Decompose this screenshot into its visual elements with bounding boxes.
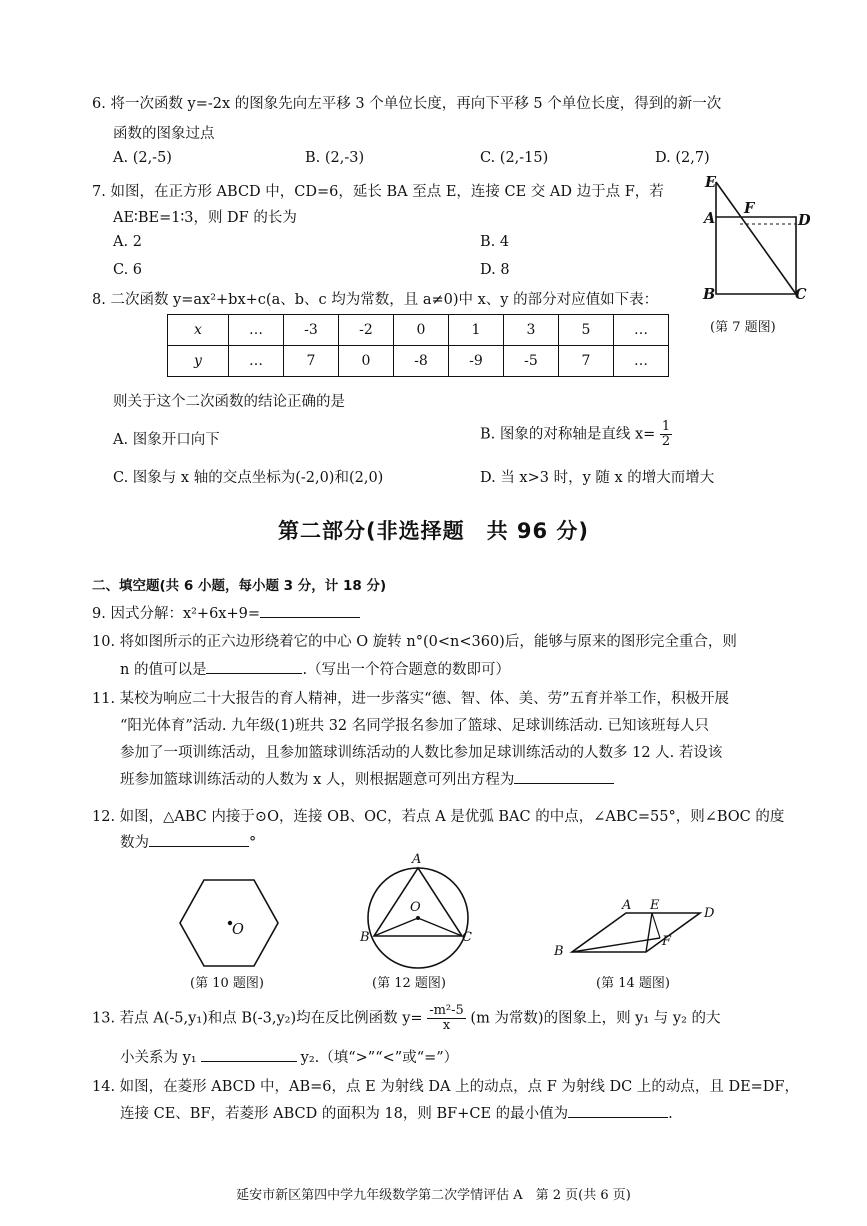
q14-text: 连接 CE、BF，若菱形 ABCD 的面积为 18，则 BF+CE 的最小值为 [120, 1106, 569, 1122]
table-cell: -9 [449, 346, 504, 377]
fig14-label-f: F [662, 934, 672, 949]
fig7-label-e: E [705, 174, 717, 191]
fig12-center-dot [416, 916, 420, 920]
fraction-numerator: -m²-5 [429, 1003, 464, 1018]
table-cell: 5 [559, 315, 614, 346]
q8-option-b [480, 420, 672, 449]
fig14-label-e: E [650, 898, 660, 913]
answer-blank [206, 659, 302, 674]
table-cell: 3 [504, 315, 559, 346]
table-cell: -3 [284, 315, 339, 346]
fig7-label-d: D [798, 212, 811, 229]
fig7-square [716, 217, 796, 294]
fig12-label-c: C [462, 930, 472, 945]
q13-fraction [427, 1004, 466, 1033]
q12-text: 数为 [120, 835, 149, 851]
table-cell: -5 [504, 346, 559, 377]
q6-line1: 6. 将一次函数 y=-2x 的图象先向左平移 3 个单位长度，再向下平移 5 个单位长度，得到的新一次 [92, 96, 722, 112]
q6-option-a: A. (2,-5) [113, 150, 172, 166]
q13-text-a: 小关系为 y₁ [120, 1050, 197, 1066]
table-cell: 0 [339, 346, 394, 377]
q7-line2: AE∶BE=1∶3，则 DF 的长为 [113, 210, 297, 226]
table-row [168, 315, 669, 346]
fill-in-header: 二、填空题(共 6 小题，每小题 3 分，计 18 分) [92, 578, 387, 594]
fig12-caption: (第 12 题图) [372, 976, 446, 991]
q7-line1: 7. 如图，在正方形 ABCD 中，CD=6，延长 BA 至点 E，连接 CE 交 AD 边于点 F，若 [92, 184, 664, 200]
table-cell: 7 [559, 346, 614, 377]
answer-blank [568, 1103, 668, 1118]
fig12-label-b: B [360, 930, 370, 945]
q6-option-c: C. (2,-15) [480, 150, 549, 166]
fig7-label-c: C [795, 286, 807, 303]
q11-line2: “阳光体育”活动. 九年级(1)班共 32 名同学报名参加了篮球、足球训练活动. 已知该班每人只 [120, 718, 709, 734]
answer-blank [201, 1047, 297, 1062]
fig12-label-a: A [412, 852, 422, 867]
fig7-line-ec [716, 182, 796, 294]
fraction-denominator: 2 [661, 434, 671, 449]
table-cell: … [614, 346, 669, 377]
q14-line1: 14. 如图，在菱形 ABCD 中，AB=6，点 E 为射线 DA 上的动点，点 F 为射线 DC 上的动点，且 DE=DF， [92, 1079, 799, 1095]
fig14-rhombus [572, 913, 700, 952]
fig14-rhombus-diagram [560, 900, 710, 960]
table-cell: 7 [284, 346, 339, 377]
q12-unit: ° [249, 835, 257, 851]
q10-text-b: .（写出一个符合题意的数即可） [302, 662, 511, 678]
q11-line1: 11. 某校为响应二十大报告的育人精神，进一步落实“德、智、体、美、劳”五育并举工作，积极开展 [92, 691, 729, 707]
q13-line1 [92, 1004, 721, 1033]
q6-option-b: B. (2,-3) [305, 150, 365, 166]
q13-line2 [120, 1046, 458, 1067]
table-cell: 0 [394, 315, 449, 346]
table-cell: x [168, 315, 229, 346]
q7-option-d: D. 8 [480, 262, 510, 278]
answer-blank [149, 832, 249, 847]
q11-line3: 参加了一项训练活动，且参加篮球训练活动的人数比参加足球训练活动的人数多 12 人. 若设该 [120, 745, 723, 761]
fig14-line-ef [652, 913, 660, 938]
q8-stem: 则关于这个二次函数的结论正确的是 [113, 394, 345, 410]
q7-option-b: B. 4 [480, 234, 510, 250]
q8-option-b-fraction [660, 420, 672, 449]
fig7-label-b: B [703, 286, 716, 303]
fig12-label-o: O [410, 900, 421, 915]
answer-blank [260, 603, 360, 618]
q8-option-d: D. 当 x>3 时，y 随 x 的增大而增大 [480, 470, 715, 486]
q7-option-c: C. 6 [113, 262, 143, 278]
q7-option-a: A. 2 [113, 234, 142, 250]
fig14-line-ce [646, 913, 652, 952]
q8-option-c: C. 图象与 x 轴的交点坐标为(-2,0)和(2,0) [113, 470, 384, 486]
fig7-caption: (第 7 题图) [710, 320, 776, 335]
q10-text-a: n 的值可以是 [120, 662, 207, 678]
q14-line2: 连接 CE、BF，若菱形 ABCD 的面积为 18，则 BF+CE 的最小值为 . [120, 1102, 673, 1123]
fig10-label-o: O [232, 922, 244, 938]
answer-blank [514, 769, 614, 784]
q12-line1: 12. 如图，△ABC 内接于⊙O，连接 OB、OC，若点 A 是优弧 BAC 的中点，∠ABC=55°，则∠BOC 的度 [92, 809, 785, 825]
fraction-denominator: x [442, 1018, 451, 1033]
q10-line1: 10. 将如图所示的正六边形绕着它的中心 O 旋转 n°(0<n<360)后，能够与原来的图形完全重合，则 [92, 634, 737, 650]
fig10-caption: (第 10 题图) [190, 976, 264, 991]
table-cell: -8 [394, 346, 449, 377]
q6-line2: 函数的图象过点 [113, 126, 215, 142]
q13-text-b: y₂.（填“>”“<”或“=”） [300, 1050, 459, 1066]
table-cell: … [229, 346, 284, 377]
table-cell: y [168, 346, 229, 377]
table-row [168, 346, 669, 377]
fig14-label-d: D [704, 906, 715, 921]
q9-text: 9. 因式分解：x²+6x+9= [92, 606, 261, 622]
fig14-label-b: B [554, 944, 564, 959]
q6-option-d: D. (2,7) [655, 150, 710, 166]
table-cell: 1 [449, 315, 504, 346]
q8-option-a: A. 图象开口向下 [113, 432, 220, 448]
fig7-label-a: A [704, 210, 716, 227]
table-cell: -2 [339, 315, 394, 346]
fig14-caption: (第 14 题图) [596, 976, 670, 991]
fig10-hexagon-diagram [180, 878, 280, 968]
section-title: 第二部分(非选择题 共 96 分) [277, 519, 590, 543]
q8-option-b-text: B. 图象的对称轴是直线 x= [480, 426, 656, 443]
q11-text: 班参加篮球训练活动的人数为 x 人，则根据题意可列出方程为 [120, 772, 515, 788]
table-cell: … [229, 315, 284, 346]
q12-line2 [120, 831, 256, 852]
q9-line [92, 602, 360, 623]
q8-line1: 8. 二次函数 y=ax²+bx+c(a、b、c 均为常数，且 a≠0)中 x、y 的部分对应值如下表： [92, 292, 659, 308]
q8-value-table [167, 314, 669, 377]
table-cell: … [614, 315, 669, 346]
page-footer: 延安市新区第四中学九年级数学第二次学情评估 A 第 2 页(共 6 页) [236, 1188, 631, 1203]
fig12-circle-diagram [360, 860, 480, 972]
fig7-label-f: F [744, 200, 755, 217]
q11-line4 [120, 768, 614, 789]
fig14-label-a: A [622, 898, 632, 913]
q13-prefix: 13. 若点 A(-5,y₁)和点 B(-3,y₂)均在反比例函数 y= [92, 1010, 423, 1027]
fraction-numerator: 1 [661, 419, 671, 434]
q10-line2 [120, 658, 510, 679]
q13-suffix: (m 为常数)的图象上，则 y₁ 与 y₂ 的大 [470, 1010, 721, 1027]
